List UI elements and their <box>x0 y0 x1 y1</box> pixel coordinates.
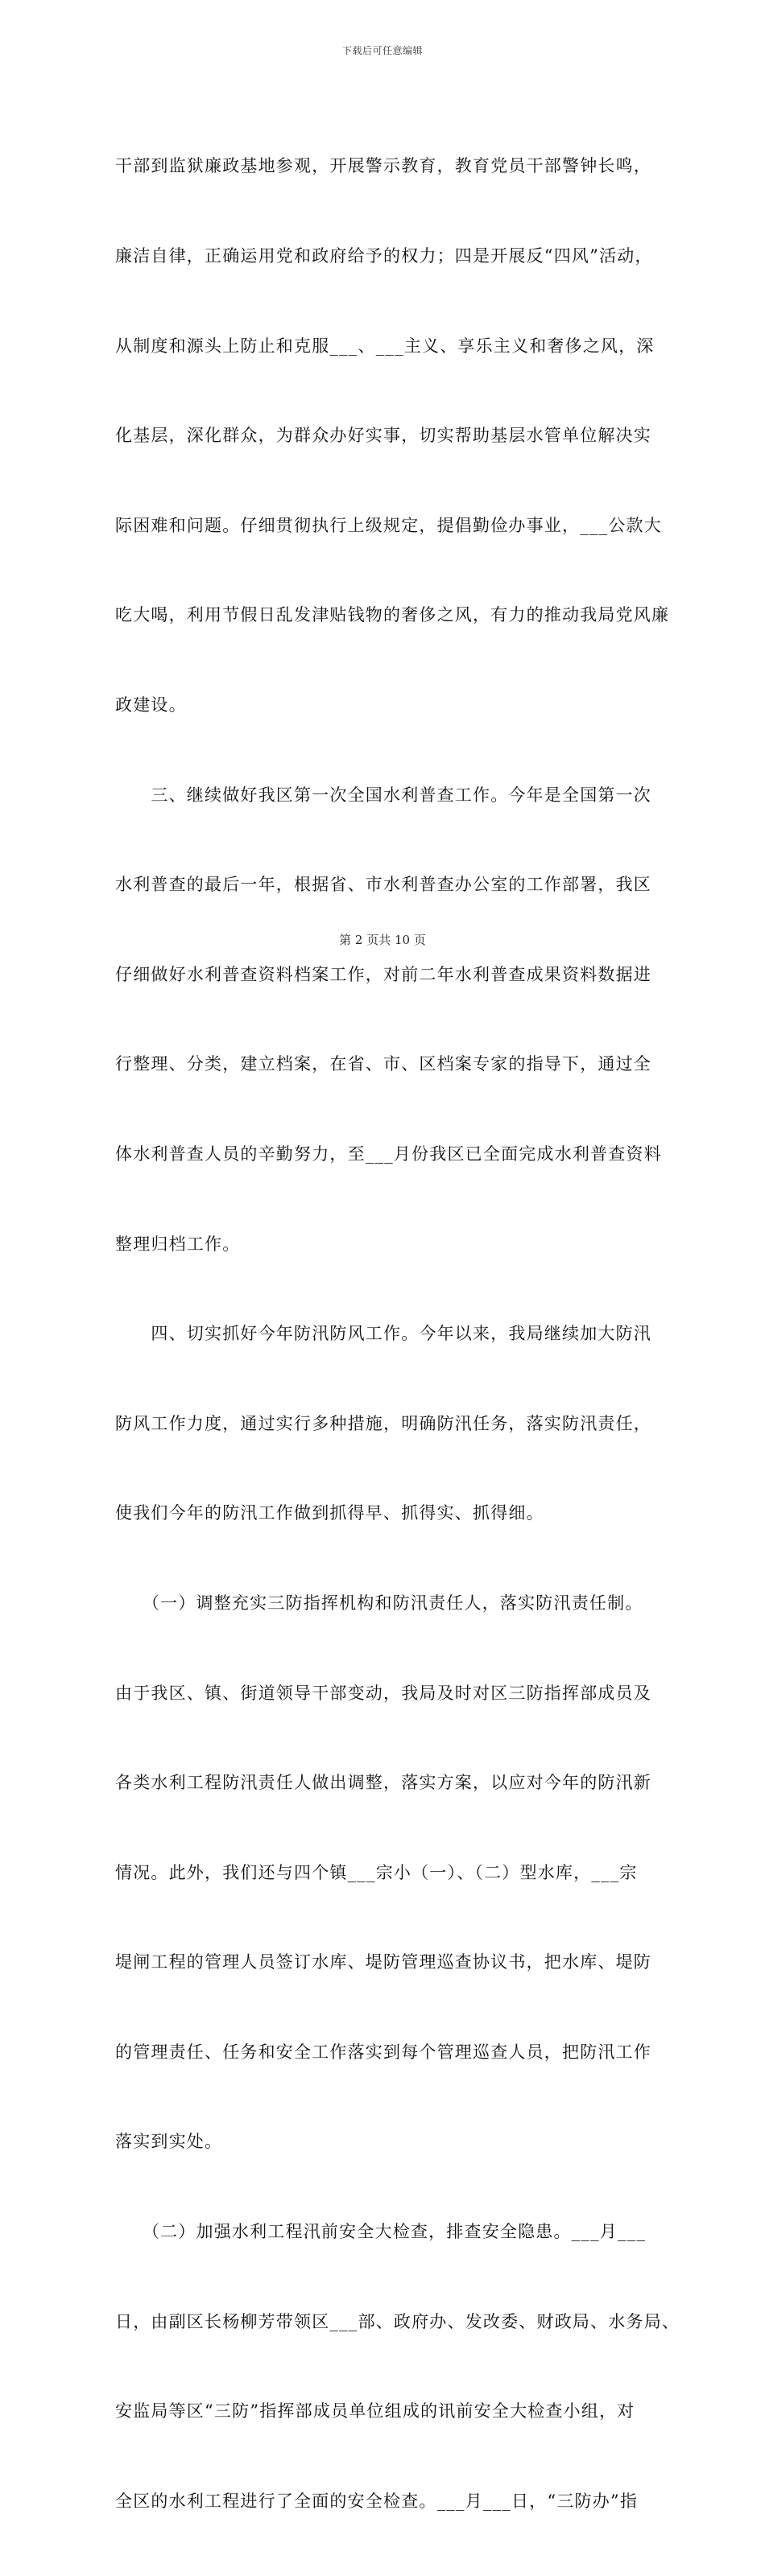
text-line: 三、继续做好我区第一次全国水利普查工作。今年是全国第一次 <box>115 785 651 805</box>
text-line: 安监局等区“三防”指挥部成员单位组成的讯前安全大检查小组，对 <box>115 2401 635 2421</box>
text-line: 化基层，深化群众，为群众办好实事，切实帮助基层水管单位解决实 <box>115 426 651 446</box>
text-line: 堤闸工程的管理人员签订水库、堤防管理巡查协议书，把水库、堤防 <box>115 1952 651 1972</box>
text-line: 际困难和问题。仔细贯彻执行上级规定，提倡勤俭办事业，___公款大 <box>115 515 662 535</box>
page-footer: 第 2 页共 10 页 <box>339 933 426 947</box>
text-line: 水利普查的最后一年，根据省、市水利普查办公室的工作部署，我区 <box>115 875 651 895</box>
text-line: 落实到实处。 <box>115 2132 223 2152</box>
text-line: 全区的水利工程进行了全面的安全检查。___月___日，“三防办”指 <box>115 2491 639 2511</box>
text-line: （二）加强水利工程汛前安全大检查，排查安全隐患。___月___ <box>115 2222 647 2242</box>
text-line: 防风工作力度，通过实行多种措施，明确防汛任务，落实防汛责任， <box>115 1413 651 1433</box>
text-line: 仔细做好水利普查资料档案工作，对前二年水利普查成果资料数据进 <box>115 964 651 984</box>
text-line: 吃大喝，利用节假日乱发津贴钱物的奢侈之风，有力的推动我局党风廉 <box>115 605 670 625</box>
text-line: 使我们今年的防汛工作做到抓得早、抓得实、抓得细。 <box>115 1503 544 1523</box>
text-line: 政建设。 <box>115 694 187 715</box>
text-line: 由于我区、镇、街道领导干部变动，我局及时对区三防指挥部成员及 <box>115 1683 651 1703</box>
text-line: 日，由副区长杨柳芳带领区___部、政府办、发改委、财政局、水务局、 <box>115 2311 680 2331</box>
text-line: 廉洁自律，正确运用党和政府给予的权力；四是开展反“四风”活动， <box>115 246 653 266</box>
document-body <box>115 92 680 2576</box>
text-line: 行整理、分类，建立档案，在省、市、区档案专家的指导下，通过全 <box>115 1054 651 1074</box>
text-line: 各类水利工程防汛责任人做出调整，落实方案，以应对今年的防汛新 <box>115 1773 651 1793</box>
text-line: 整理归档工作。 <box>115 1234 241 1254</box>
text-line: 从制度和源头上防止和克服___、___主义、享乐主义和奢侈之风，深 <box>115 336 655 356</box>
page-header: 下载后可任意编辑 <box>341 45 423 56</box>
text-line: 四、切实抓好今年防汛防风工作。今年以来，我局继续加大防汛 <box>115 1324 651 1344</box>
text-line: 干部到监狱廉政基地参观，开展警示教育，教育党员干部警钟长鸣， <box>115 156 651 176</box>
body-text <box>115 92 680 2576</box>
text-line: 体水利普查人员的辛勤努力，至___月份我区已全面完成水利普查资料 <box>115 1144 662 1164</box>
text-line: （一）调整充实三防指挥机构和防汛责任人，落实防汛责任制。 <box>115 1593 643 1613</box>
text-line: 情况。此外，我们还与四个镇___宗小（一）、（二）型水库，___宗 <box>115 1862 638 1882</box>
text-line: 的管理责任、任务和安全工作落实到每个管理巡查人员，把防汛工作 <box>115 2042 651 2062</box>
